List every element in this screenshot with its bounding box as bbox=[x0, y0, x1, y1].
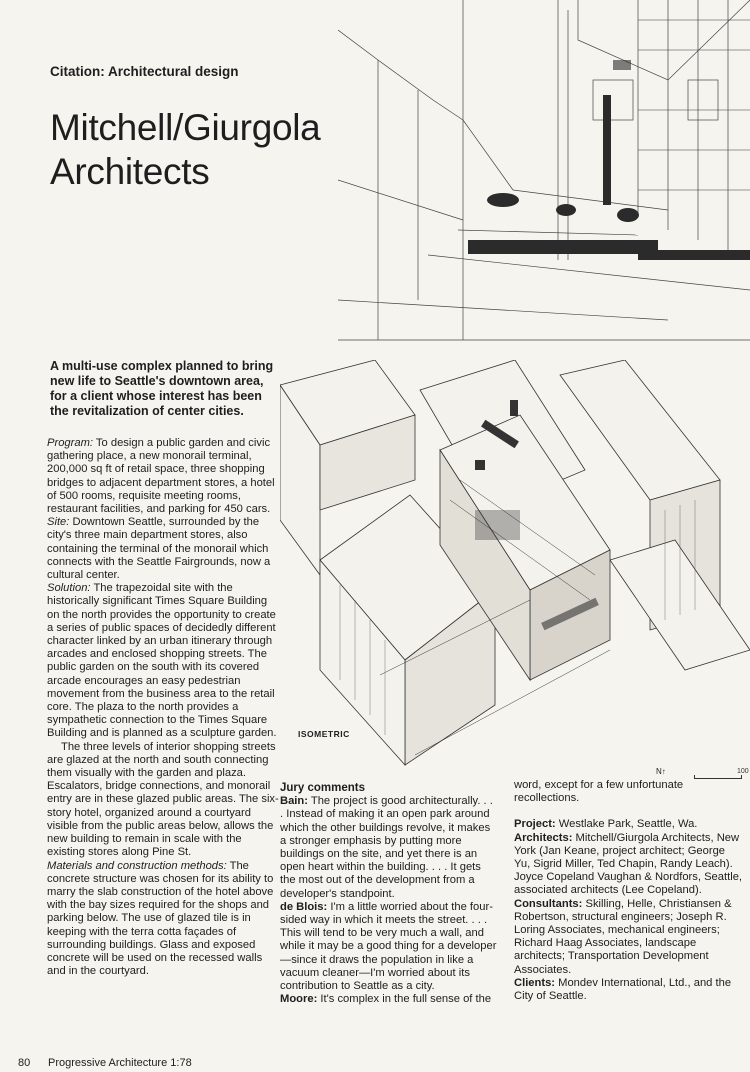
body-column-1 bbox=[47, 437, 279, 978]
bain-comment bbox=[280, 795, 498, 901]
isometric-label: ISOMETRIC bbox=[298, 729, 350, 739]
project-text: Westlake Park, Seattle, Wa. bbox=[555, 818, 698, 831]
north-arrow-icon: ↑ bbox=[661, 767, 666, 776]
perspective-sketch bbox=[338, 0, 750, 345]
program-paragraph bbox=[47, 437, 279, 516]
deblois-comment bbox=[280, 901, 498, 993]
moore-comment bbox=[280, 993, 498, 1006]
moore-text: It's complex in the full sense of the bbox=[317, 993, 492, 1006]
program-label: Program: bbox=[47, 437, 94, 449]
solution-label: Solution: bbox=[47, 582, 91, 595]
deblois-name: de Blois: bbox=[280, 900, 328, 913]
project-label: Project: bbox=[514, 818, 556, 831]
project-credit bbox=[514, 818, 744, 831]
bain-text: The project is good architecturally. . . . Instead of making it an open park around which the other buildings revolve, it makes a stronger emphasis by putting more buildings on the site, and yet there is an open heart within the building. . . . It gets the most out of the development from a developer's standpoint. bbox=[280, 795, 493, 900]
levels-paragraph: The three levels of interior shopping streets are glazed at the north and south connecting them visually with the garden and plaza. Escalators, bridge connections, and monorail entry are in these glazed public areas. The six-story hotel, organized around a courtyard visible from the public areas below, allows the new building to remain in scale with the existing stores along Pine St. bbox=[47, 740, 279, 859]
materials-paragraph bbox=[47, 860, 279, 979]
site-label: Site: bbox=[47, 516, 70, 529]
site-text: Downtown Seattle, surrounded by the city's three main department stores, also containing the terminal of the monorail which connects with the Seattle Fairgrounds, now a cultural center. bbox=[47, 516, 271, 582]
north-letter: N bbox=[656, 767, 662, 776]
solution-text: The trapezoidal site with the historically significant Times Square Building on the north provides the opportunity to create a series of public spaces of decidedly different character linked by an urban itinerary through arcades and enclosed shopping streets. The public garden on the south with its covered arcade encourages an easy pedestrian movement from the business area to the retail core. The plaza to the north provides a sympathetic connection to the Times Square Building and is planned as a sculpture garden. bbox=[47, 582, 277, 740]
page-number: 80 bbox=[18, 1057, 31, 1069]
title-line-2: Architects bbox=[50, 151, 210, 192]
program-text: To design a public garden and civic gathering place, a new monorail terminal, 200,000 sq ft of retail space, three shopping bridges to adjacent department stores, a hotel of 500 rooms, requisite meeting rooms, restaurant facilities, and parking for 450 cars. bbox=[47, 437, 275, 516]
consultants-text: Skilling, Helle, Christiansen & Robertson, structural engineers; Joseph R. Loring Associates, mechanical engineers; Richard Haag Associates, landscape architects; Transportation Development Associates. bbox=[514, 897, 732, 976]
solution-paragraph bbox=[47, 582, 279, 740]
isometric-drawing bbox=[280, 360, 750, 768]
moore-continued: word, except for a few unfortunate recollections. bbox=[514, 779, 684, 805]
north-arrow-label bbox=[656, 767, 666, 776]
clients-credit bbox=[514, 977, 744, 1003]
clients-label: Clients: bbox=[514, 976, 556, 989]
materials-label: Materials and construction methods: bbox=[47, 859, 227, 872]
body-column-3 bbox=[514, 779, 744, 1003]
architects-label: Architects: bbox=[514, 831, 573, 844]
moore-name: Moore: bbox=[280, 993, 318, 1006]
consultants-label: Consultants: bbox=[514, 897, 583, 910]
architects-text: Mitchell/Giurgola Architects, New York (Jan Keane, project architect; George Yu, Sigrid Miller, Ted Chapin, Randy Leach). Joyce Copeland Vaughan & Nordfors, Seattle, associated architects (Lee Copeland). bbox=[514, 831, 743, 897]
bain-name: Bain: bbox=[280, 795, 308, 808]
clients-text: Mondev International, Ltd., and the City of Seattle. bbox=[514, 976, 732, 1003]
deblois-text: I'm a little worried about the four-sided way in which it meets the street. . . . This will tend to be very much a wall, and while it may be a good thing for a developer—since it draws the population in like a vacuum cleaner—I'm worried about its contribution to Seattle as a city. bbox=[280, 900, 497, 993]
citation-heading: Citation: Architectural design bbox=[50, 64, 239, 79]
consultants-credit bbox=[514, 898, 744, 977]
site-paragraph bbox=[47, 516, 279, 582]
publication-footer: Progressive Architecture 1:78 bbox=[48, 1057, 192, 1069]
title-line-1: Mitchell/Giurgola bbox=[50, 107, 321, 148]
scale-label: 100 bbox=[737, 768, 749, 775]
body-column-2 bbox=[280, 782, 498, 1006]
article-title bbox=[50, 106, 320, 194]
jury-heading: Jury comments bbox=[280, 782, 366, 794]
article-deck: A multi-use complex planned to bring new life to Seattle's downtown area, for a client whose interest has been the revitalization of center cities. bbox=[50, 359, 274, 418]
materials-text: The concrete structure was chosen for its ability to marry the slab construction of the hotel above with the bay sizes required for the shops and parking below. The use of glazed tile is in keeping with the terra cotta façades of surrounding buildings. Glass and exposed concrete will be used on the recessed walls and in the courtyard. bbox=[47, 859, 274, 978]
architects-credit bbox=[514, 832, 744, 898]
